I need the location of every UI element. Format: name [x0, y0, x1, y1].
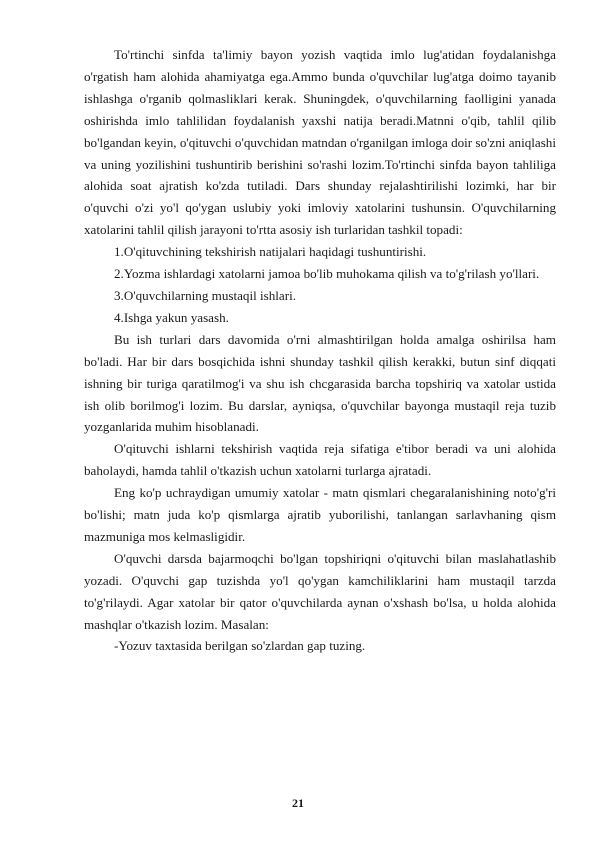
paragraph-teacher-check: O'qituvchi ishlarni tekshirish vaqtida reja sifatiga e'tibor beradi va uni alohida baholaydi, hamda tahlil o'tkazish uchun xatolarni turlarga ajratadi.	[84, 441, 556, 479]
paragraph-example: -Yozuv taxtasida berilgan so'zlardan gap tuzing.	[114, 638, 366, 654]
page-number: 21	[292, 796, 304, 810]
list-item-2: 2.Yozma ishlardagi xatolarni jamoa bo'lib muhokama qilish va to'g'rilash yo'llari.	[114, 266, 540, 282]
list-item-3: 3.O'quvchilarning mustaqil ishlari.	[114, 287, 297, 303]
list-item-4: 4.Ishga yakun yasash.	[114, 309, 229, 325]
paragraph-work-types: Bu ish turlari dars davomida o'rni almashtirilgan holda amalga oshirilsa ham bo'ladi. Har bir dars bosqichida ishni shunday tashkil qilish kerakki, butun sinf diqqati ishning bir turiga qaratilmog'i va shu ish chcgarasida barcha topshiriq va xatolar ustida ish olib borilmog'i lozim. Bu darslar, ayniqsa, o'quvchilar bayonga mustaqil reja tuzib yozganlarida muhim hisoblanadi.	[84, 331, 556, 435]
paragraph-intro: To'rtinchi sinfda ta'limiy bayon yozish vaqtida imlo lug'atidan foydalanishga o'rgatish ham alohida ahamiyatga ega.Ammo bunda o'quvchilar lug'atga doimo tayanib ishlashga o'rganib qolmasliklari kerak. Shuningdek, o'quvchilarning faolligini yanada oshirishda imlo tahlilidan foydalanish yaxshi natija beradi.Matnni o'qib, tahlil qilib bo'lgandan keyin, o'qituvchi o'quvchidan matndan o'rganilgan imloga doir so'zni aniqlashi va uning yozilishini tushuntirib berishini so'rashi lozim.To'rtinchi sinfda bayon tahliliga alohida soat ajratish ko'zda tutiladi. Dars shunday rejalashtirilishi lozimki, har bir o'quvchi o'zi yo'l qo'ygan uslubiy yoki imloviy xatolarini tushunsin. O'quvchilarning xatolarini tahlil qilish jarayoni to'rtta asosiy ish turlaridan tashkil topadi:	[84, 47, 556, 238]
paragraph-student-task: O'quvchi darsda bajarmoqchi bo'lgan topshiriqni o'qituvchi bilan maslahatlashib yozadi. O'quvchi gap tuzishda yo'l qo'ygan kamchiliklarini ham mustaqil tarzda to'g'rilaydi. Agar xatolar bir qator o'quvchilarda aynan o'xshash bo'lsa, u holda alohida mashqlar o'tkazish lozim. Masalan:	[84, 550, 556, 632]
list-item-1: 1.O'qituvchining tekshirish natijalari haqidagi tushuntirishi.	[114, 244, 427, 260]
document-page	[84, 44, 556, 657]
paragraph-common-errors: Eng ko'p uchraydigan umumiy xatolar - matn qismlari chegaralanishining noto'g'ri bo'lishi; matn juda ko'p qismlarga ajratib yuborilishi, tanlangan sarlavhaning qism mazmuniga mos kelmasligidir.	[84, 485, 556, 544]
